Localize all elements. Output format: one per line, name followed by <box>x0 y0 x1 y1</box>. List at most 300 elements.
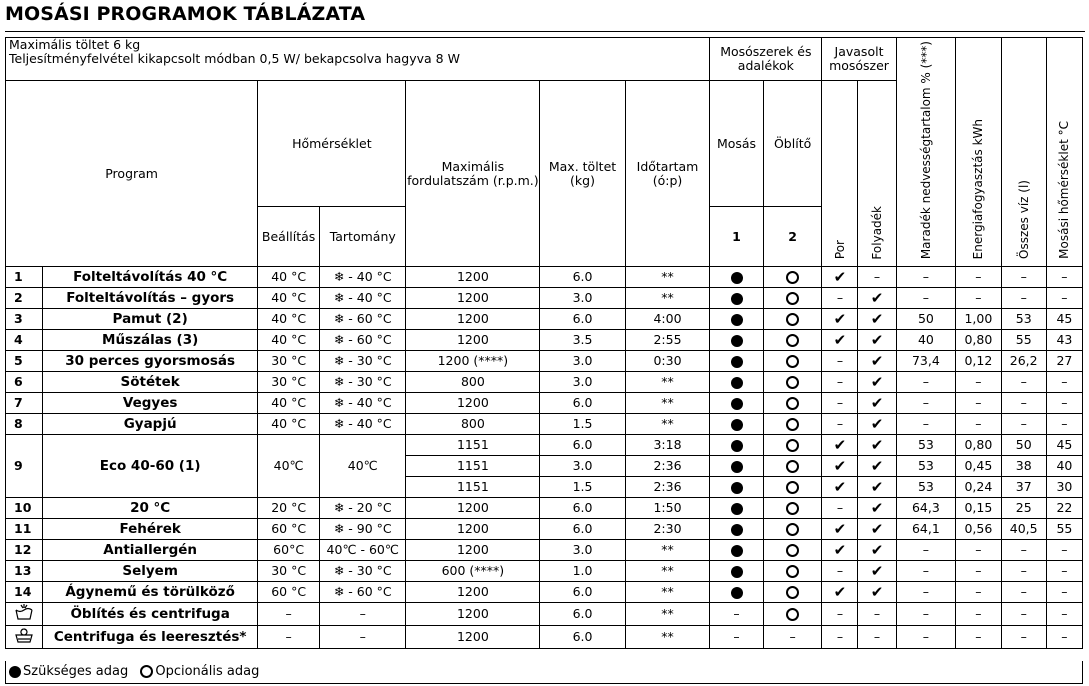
temp-setting: 30 °C <box>258 561 320 582</box>
required-dose-icon <box>731 356 743 368</box>
max-load: 6.0 <box>540 603 625 626</box>
temp-setting: 40 °C <box>258 414 320 435</box>
program-name: Centrifuga és leeresztés* <box>43 626 258 649</box>
liquid-suitability: ✔ <box>858 288 896 309</box>
temp-range: ❄ - 90 °C <box>320 519 406 540</box>
residual-moisture: 53 <box>896 435 956 456</box>
energy-consumption: 0,80 <box>956 330 1001 351</box>
table-row <box>6 561 1083 582</box>
program-number: 3 <box>6 309 43 330</box>
required-dose-icon <box>731 272 743 284</box>
table-row <box>6 435 1083 456</box>
powder-suitability: – <box>822 561 858 582</box>
wash-temperature: – <box>1046 561 1082 582</box>
liquid-suitability: ✔ <box>858 414 896 435</box>
program-number: 13 <box>6 561 43 582</box>
total-water: 40,5 <box>1001 519 1046 540</box>
liquid-header: Folyadék <box>858 81 896 267</box>
program-name: Öblítés és centrifuga <box>43 603 258 626</box>
rinse-dose <box>763 540 822 561</box>
max-load: 3.5 <box>540 330 625 351</box>
max-load-note: Maximális töltet 6 kg <box>9 37 141 52</box>
max-spin: 1151 <box>406 477 540 498</box>
total-water: – <box>1001 582 1046 603</box>
max-spin: 1200 (****) <box>406 351 540 372</box>
optional-dose-icon <box>786 271 799 284</box>
wash-temperature: – <box>1046 540 1082 561</box>
residual-moisture: 73,4 <box>896 351 956 372</box>
rinse-dose <box>763 582 822 603</box>
max-load: 6.0 <box>540 519 625 540</box>
duration: ** <box>625 288 710 309</box>
liquid-suitability: ✔ <box>858 498 896 519</box>
max-load: 3.0 <box>540 288 625 309</box>
wash-temperature: 43 <box>1046 330 1082 351</box>
required-dose-icon <box>731 293 743 305</box>
program-name: Pamut (2) <box>43 309 258 330</box>
rinse-dose <box>763 435 822 456</box>
rinse-dose <box>763 561 822 582</box>
rinse-dose <box>763 603 822 626</box>
table-row <box>6 582 1083 603</box>
duration: ** <box>625 372 710 393</box>
wash-dose <box>710 477 764 498</box>
program-name: Antiallergén <box>43 540 258 561</box>
table-row <box>6 351 1083 372</box>
energy-consumption: – <box>956 414 1001 435</box>
total-water: 55 <box>1001 330 1046 351</box>
duration: 2:36 <box>625 456 710 477</box>
max-load: 6.0 <box>540 435 625 456</box>
powder-suitability: – <box>822 603 858 626</box>
table-row <box>6 519 1083 540</box>
residual-moisture: – <box>896 582 956 603</box>
temp-range: ❄ - 30 °C <box>320 351 406 372</box>
powder-suitability: – <box>822 351 858 372</box>
wash-dose <box>710 351 764 372</box>
table-row <box>6 288 1083 309</box>
duration: 2:30 <box>625 519 710 540</box>
rinse-dose <box>763 393 822 414</box>
wash-temperature: 45 <box>1046 435 1082 456</box>
wash-program-table <box>5 37 1083 649</box>
optional-dose-icon <box>786 313 799 326</box>
program-name: Sötétek <box>43 372 258 393</box>
max-load: 6.0 <box>540 626 625 649</box>
table-row <box>6 603 1083 626</box>
residual-moisture: – <box>896 414 956 435</box>
liquid-suitability: – <box>858 267 896 288</box>
legend-required: Szükséges adag <box>23 664 129 679</box>
powder-suitability: ✔ <box>822 435 858 456</box>
program-number: 12 <box>6 540 43 561</box>
liquid-suitability: ✔ <box>858 540 896 561</box>
max-spin: 1200 <box>406 498 540 519</box>
required-dose-icon <box>731 524 743 536</box>
program-number <box>6 603 43 626</box>
powder-header: Por <box>822 81 858 267</box>
table-row <box>6 372 1083 393</box>
temp-range: ❄ - 60 °C <box>320 330 406 351</box>
water-header: Összes víz (l) <box>1001 38 1046 267</box>
rinse-dose <box>763 309 822 330</box>
wash-dose <box>710 372 764 393</box>
total-water: – <box>1001 414 1046 435</box>
energy-consumption: – <box>956 393 1001 414</box>
temp-setting: 30 °C <box>258 351 320 372</box>
range-header: Tartomány <box>320 207 406 267</box>
liquid-suitability: ✔ <box>858 351 896 372</box>
energy-consumption: 0,24 <box>956 477 1001 498</box>
residual-moisture: – <box>896 267 956 288</box>
required-dose-icon <box>731 314 743 326</box>
required-dose-icon <box>9 666 21 678</box>
wash-temperature: – <box>1046 267 1082 288</box>
residual-moisture: 64,3 <box>896 498 956 519</box>
rinse-dose <box>763 267 822 288</box>
required-dose-icon <box>731 461 743 473</box>
duration-header: Időtartam (ó:p) <box>625 81 710 267</box>
powder-suitability: – <box>822 393 858 414</box>
liquid-suitability: ✔ <box>858 330 896 351</box>
powder-suitability: ✔ <box>822 519 858 540</box>
energy-consumption: 0,80 <box>956 435 1001 456</box>
max-load: 6.0 <box>540 309 625 330</box>
program-number: 6 <box>6 372 43 393</box>
residual-moisture: 64,1 <box>896 519 956 540</box>
suggested-detergent-header: Javasolt mosószer <box>822 38 896 81</box>
total-water: 37 <box>1001 477 1046 498</box>
wash-dose <box>710 288 764 309</box>
temp-setting: 40 °C <box>258 393 320 414</box>
wash-temperature: 22 <box>1046 498 1082 519</box>
wash-dose <box>710 414 764 435</box>
max-spin: 800 <box>406 372 540 393</box>
wash-temperature: 30 <box>1046 477 1082 498</box>
residual-moisture: 40 <box>896 330 956 351</box>
powder-suitability: ✔ <box>822 477 858 498</box>
optional-dose-icon <box>786 523 799 536</box>
wash-temperature: 55 <box>1046 519 1082 540</box>
temp-setting: 60 °C <box>258 519 320 540</box>
optional-dose-icon <box>786 418 799 431</box>
energy-consumption: – <box>956 372 1001 393</box>
max-spin: 1200 <box>406 309 540 330</box>
total-water: – <box>1001 561 1046 582</box>
optional-dose-icon <box>786 439 799 452</box>
table-row <box>6 309 1083 330</box>
max-spin: 1200 <box>406 393 540 414</box>
wash-compartment-number: 1 <box>710 207 764 267</box>
temp-range: ❄ - 20 °C <box>320 498 406 519</box>
energy-consumption: – <box>956 561 1001 582</box>
optional-dose-icon <box>786 565 799 578</box>
rinse-dose <box>763 519 822 540</box>
program-header: Program <box>6 81 258 267</box>
program-name: Műszálas (3) <box>43 330 258 351</box>
legend-optional: Opcionális adag <box>155 664 260 679</box>
temp-range: ❄ - 30 °C <box>320 561 406 582</box>
wash-temp-header: Mosási hőmérséklet °C <box>1046 38 1082 267</box>
temp-setting: 60 °C <box>258 582 320 603</box>
rinse-compartment-number: 2 <box>763 207 822 267</box>
setting-header: Beállítás <box>258 207 320 267</box>
powder-suitability: ✔ <box>822 309 858 330</box>
rinse-header: Öblítő <box>763 81 822 207</box>
program-name: Folteltávolítás – gyors <box>43 288 258 309</box>
temp-range: ❄ - 60 °C <box>320 582 406 603</box>
energy-header: Energiafogyasztás kWh <box>956 38 1001 267</box>
residual-moisture: – <box>896 372 956 393</box>
liquid-suitability: ✔ <box>858 519 896 540</box>
required-dose-icon <box>731 566 743 578</box>
duration: ** <box>625 414 710 435</box>
liquid-suitability: ✔ <box>858 477 896 498</box>
energy-consumption: 0,56 <box>956 519 1001 540</box>
max-load: 6.0 <box>540 267 625 288</box>
power-note: Teljesítményfelvétel kikapcsolt módban 0,5 W/ bekapcsolva hagyva 8 W <box>9 51 460 66</box>
liquid-suitability: ✔ <box>858 582 896 603</box>
rinse-dose <box>763 477 822 498</box>
energy-consumption: 0,45 <box>956 456 1001 477</box>
duration: 3:18 <box>625 435 710 456</box>
required-dose-icon <box>731 419 743 431</box>
max-load: 6.0 <box>540 582 625 603</box>
optional-dose-icon <box>140 665 153 678</box>
table-row <box>6 393 1083 414</box>
required-dose-icon <box>731 440 743 452</box>
max-load: 1.0 <box>540 561 625 582</box>
program-number: 14 <box>6 582 43 603</box>
duration: 2:55 <box>625 330 710 351</box>
total-water: – <box>1001 267 1046 288</box>
optional-dose-icon <box>786 397 799 410</box>
wash-temperature: – <box>1046 288 1082 309</box>
wash-dose <box>710 582 764 603</box>
max-load: 3.0 <box>540 540 625 561</box>
max-load: 6.0 <box>540 393 625 414</box>
energy-consumption: – <box>956 603 1001 626</box>
total-water: – <box>1001 626 1046 649</box>
energy-consumption: 0,12 <box>956 351 1001 372</box>
powder-suitability: ✔ <box>822 540 858 561</box>
max-spin: 600 (****) <box>406 561 540 582</box>
temp-range: ❄ - 60 °C <box>320 309 406 330</box>
program-name: Eco 40-60 (1) <box>43 435 258 498</box>
powder-suitability: ✔ <box>822 582 858 603</box>
duration: ** <box>625 393 710 414</box>
total-water: 26,2 <box>1001 351 1046 372</box>
residual-moisture: – <box>896 540 956 561</box>
program-name: Vegyes <box>43 393 258 414</box>
temp-setting: 40 °C <box>258 288 320 309</box>
max-load-header: Max. töltet (kg) <box>540 81 625 267</box>
residual-moisture: – <box>896 393 956 414</box>
program-name: 20 °C <box>43 498 258 519</box>
residual-moisture: 50 <box>896 309 956 330</box>
optional-dose-icon <box>786 292 799 305</box>
temp-setting: 40 °C <box>258 309 320 330</box>
temp-range: 40℃ <box>320 435 406 498</box>
total-water: – <box>1001 603 1046 626</box>
total-water: – <box>1001 288 1046 309</box>
powder-suitability: ✔ <box>822 267 858 288</box>
temp-range: ❄ - 40 °C <box>320 288 406 309</box>
total-water: – <box>1001 393 1046 414</box>
temp-range: ❄ - 40 °C <box>320 393 406 414</box>
program-number: 7 <box>6 393 43 414</box>
wash-dose <box>710 309 764 330</box>
total-water: 50 <box>1001 435 1046 456</box>
wash-dose <box>710 435 764 456</box>
max-spin: 1200 <box>406 582 540 603</box>
liquid-suitability: ✔ <box>858 435 896 456</box>
liquid-suitability: – <box>858 626 896 649</box>
duration: ** <box>625 267 710 288</box>
total-water: 25 <box>1001 498 1046 519</box>
liquid-suitability: ✔ <box>858 393 896 414</box>
total-water: 38 <box>1001 456 1046 477</box>
max-spin: 1200 <box>406 626 540 649</box>
program-number: 10 <box>6 498 43 519</box>
max-load: 6.0 <box>540 498 625 519</box>
max-load: 1.5 <box>540 414 625 435</box>
duration: ** <box>625 582 710 603</box>
max-spin: 1151 <box>406 456 540 477</box>
optional-dose-icon <box>786 502 799 515</box>
program-number: 8 <box>6 414 43 435</box>
energy-consumption: – <box>956 267 1001 288</box>
temp-setting: – <box>258 603 320 626</box>
energy-consumption: 0,15 <box>956 498 1001 519</box>
powder-suitability: – <box>822 372 858 393</box>
powder-suitability: ✔ <box>822 456 858 477</box>
rinse-dose <box>763 414 822 435</box>
wash-dose <box>710 393 764 414</box>
duration: 4:00 <box>625 309 710 330</box>
powder-suitability: ✔ <box>822 330 858 351</box>
wash-temperature: – <box>1046 414 1082 435</box>
optional-dose-icon <box>786 586 799 599</box>
temp-range: – <box>320 603 406 626</box>
optional-dose-icon <box>786 376 799 389</box>
rinse-dose <box>763 330 822 351</box>
program-number: 2 <box>6 288 43 309</box>
liquid-suitability: ✔ <box>858 561 896 582</box>
wash-dose <box>710 519 764 540</box>
max-load: 1.5 <box>540 477 625 498</box>
rinse-dose <box>763 288 822 309</box>
temp-setting: 60°C <box>258 540 320 561</box>
required-dose-icon <box>731 377 743 389</box>
table-intro <box>6 38 710 81</box>
powder-suitability: – <box>822 498 858 519</box>
total-water: – <box>1001 540 1046 561</box>
powder-suitability: – <box>822 288 858 309</box>
wash-dose: – <box>710 626 764 649</box>
residual-moisture: 53 <box>896 477 956 498</box>
optional-dose-icon <box>786 544 799 557</box>
detergents-header: Mosószerek és adalékok <box>710 38 822 81</box>
energy-consumption: – <box>956 582 1001 603</box>
program-name: Gyapjú <box>43 414 258 435</box>
program-name: Selyem <box>43 561 258 582</box>
temp-range: ❄ - 30 °C <box>320 372 406 393</box>
program-number: 11 <box>6 519 43 540</box>
energy-consumption: 1,00 <box>956 309 1001 330</box>
rinse-dose <box>763 498 822 519</box>
wash-dose <box>710 561 764 582</box>
max-spin: 1200 <box>406 603 540 626</box>
program-number: 5 <box>6 351 43 372</box>
wash-temperature: – <box>1046 603 1082 626</box>
program-name: Fehérek <box>43 519 258 540</box>
temp-range: – <box>320 626 406 649</box>
residual-moisture: – <box>896 561 956 582</box>
rinse-dose <box>763 351 822 372</box>
wash-temperature: – <box>1046 626 1082 649</box>
optional-dose-icon <box>786 334 799 347</box>
liquid-suitability: ✔ <box>858 456 896 477</box>
temperature-header: Hőmérséklet <box>258 81 406 207</box>
residual-moisture: – <box>896 603 956 626</box>
temp-setting: – <box>258 626 320 649</box>
optional-dose-icon <box>786 481 799 494</box>
max-spin: 1151 <box>406 435 540 456</box>
page-title: MOSÁSI PROGRAMOK TÁBLÁZATA <box>5 3 366 25</box>
duration: ** <box>625 626 710 649</box>
program-number <box>6 626 43 649</box>
max-spin: 1200 <box>406 267 540 288</box>
wash-temperature: 40 <box>1046 456 1082 477</box>
program-number: 1 <box>6 267 43 288</box>
program-number: 4 <box>6 330 43 351</box>
optional-dose-icon <box>786 608 799 621</box>
max-spin: 1200 <box>406 288 540 309</box>
required-dose-icon <box>731 545 743 557</box>
wash-temperature: 45 <box>1046 309 1082 330</box>
program-name: 30 perces gyorsmosás <box>43 351 258 372</box>
table-row <box>6 498 1083 519</box>
max-spin: 800 <box>406 414 540 435</box>
residual-moisture: – <box>896 626 956 649</box>
legend <box>5 661 1083 684</box>
wash-dose <box>710 456 764 477</box>
max-spin-header: Maximális fordulatszám (r.p.m.) <box>406 81 540 267</box>
rinse-dose <box>763 372 822 393</box>
powder-suitability: – <box>822 626 858 649</box>
duration: ** <box>625 561 710 582</box>
table-row <box>6 267 1083 288</box>
rinse-dose <box>763 456 822 477</box>
liquid-suitability: – <box>858 603 896 626</box>
table-row <box>6 414 1083 435</box>
residual-moisture: – <box>896 288 956 309</box>
wash-dose: – <box>710 603 764 626</box>
required-dose-icon <box>731 335 743 347</box>
energy-consumption: – <box>956 540 1001 561</box>
table-row <box>6 626 1083 649</box>
powder-suitability: – <box>822 414 858 435</box>
liquid-suitability: ✔ <box>858 372 896 393</box>
wash-temperature: – <box>1046 393 1082 414</box>
max-spin: 1200 <box>406 540 540 561</box>
required-dose-icon <box>731 587 743 599</box>
total-water: – <box>1001 372 1046 393</box>
required-dose-icon <box>731 398 743 410</box>
program-name: Folteltávolítás 40 °C <box>43 267 258 288</box>
temp-setting: 40℃ <box>258 435 320 498</box>
